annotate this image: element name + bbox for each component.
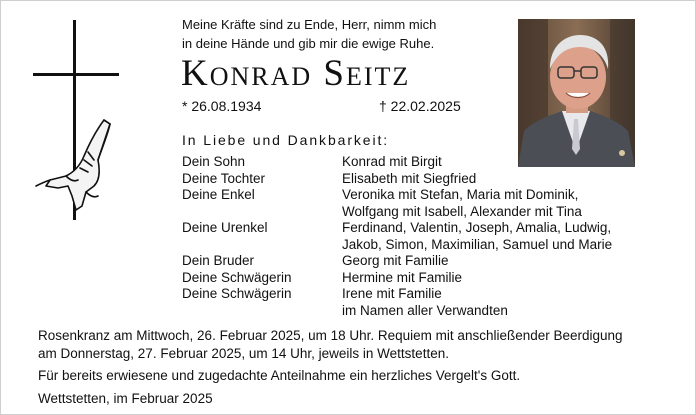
relative-names: Jakob, Simon, Maximilian, Samuel und Marie [342, 236, 613, 252]
relative-names: Georg mit Familie [342, 253, 449, 268]
relation-label: Deine Tochter [182, 170, 266, 186]
relative-names: Veronika mit Stefan, Maria mit Dominik, [342, 187, 579, 202]
verse-line-1: Meine Kräfte sind zu Ende, Herr, nimm mich [182, 17, 437, 32]
deceased-name: Konrad Seitz [181, 53, 411, 94]
gratitude-text: Für bereits erwiesene und zugedachte Anteilnahme ein herzliches Vergelt's Gott. [38, 368, 521, 383]
relative-row [182, 187, 642, 220]
relative-names: Konrad mit Birgit [342, 154, 442, 169]
relative-names: im Namen aller Verwandten [342, 302, 508, 318]
service-info [38, 327, 623, 363]
relation-label: Deine Schwägerin [182, 269, 292, 285]
relative-row [182, 286, 642, 319]
relative-names: Wolfgang mit Isabell, Alexander mit Tina [342, 203, 582, 219]
portrait-photo [518, 19, 635, 167]
verse-line-2: in deine Hände und gib mir die ewige Ruhe. [182, 36, 435, 51]
relatives-list [182, 154, 642, 319]
relative-row [182, 253, 642, 270]
relative-names: Hermine mit Familie [342, 269, 463, 285]
cross-with-praying-hands-icon [28, 20, 153, 220]
thanks-heading: In Liebe und Dankbarkeit: [182, 132, 390, 148]
relation-label: Deine Urenkel [182, 220, 268, 235]
relative-row [182, 171, 642, 188]
service-line-2: am Donnerstag, 27. Februar 2025, um 14 Uhr, jeweils in Wettstetten. [38, 346, 449, 361]
relative-row [182, 270, 642, 287]
relative-row [182, 220, 642, 253]
relative-names: Irene mit Familie [342, 286, 442, 301]
birth-date: * 26.08.1934 [182, 98, 262, 114]
relation-label: Dein Bruder [182, 253, 255, 268]
service-line-1: Rosenkranz am Mittwoch, 26. Februar 2025, um 18 Uhr. Requiem mit anschließender Beerdigung [38, 328, 623, 343]
relation-label: Deine Enkel [182, 187, 255, 202]
relative-names: Ferdinand, Valentin, Joseph, Amalia, Ludwig, [342, 220, 612, 235]
verse [182, 15, 436, 53]
relative-names: Elisabeth mit Siegfried [342, 170, 477, 186]
relative-row [182, 154, 642, 171]
death-date: † 22.02.2025 [379, 98, 461, 114]
place-and-date: Wettstetten, im Februar 2025 [38, 391, 213, 406]
relation-label: Deine Schwägerin [182, 286, 292, 301]
relation-label: Dein Sohn [182, 154, 246, 169]
